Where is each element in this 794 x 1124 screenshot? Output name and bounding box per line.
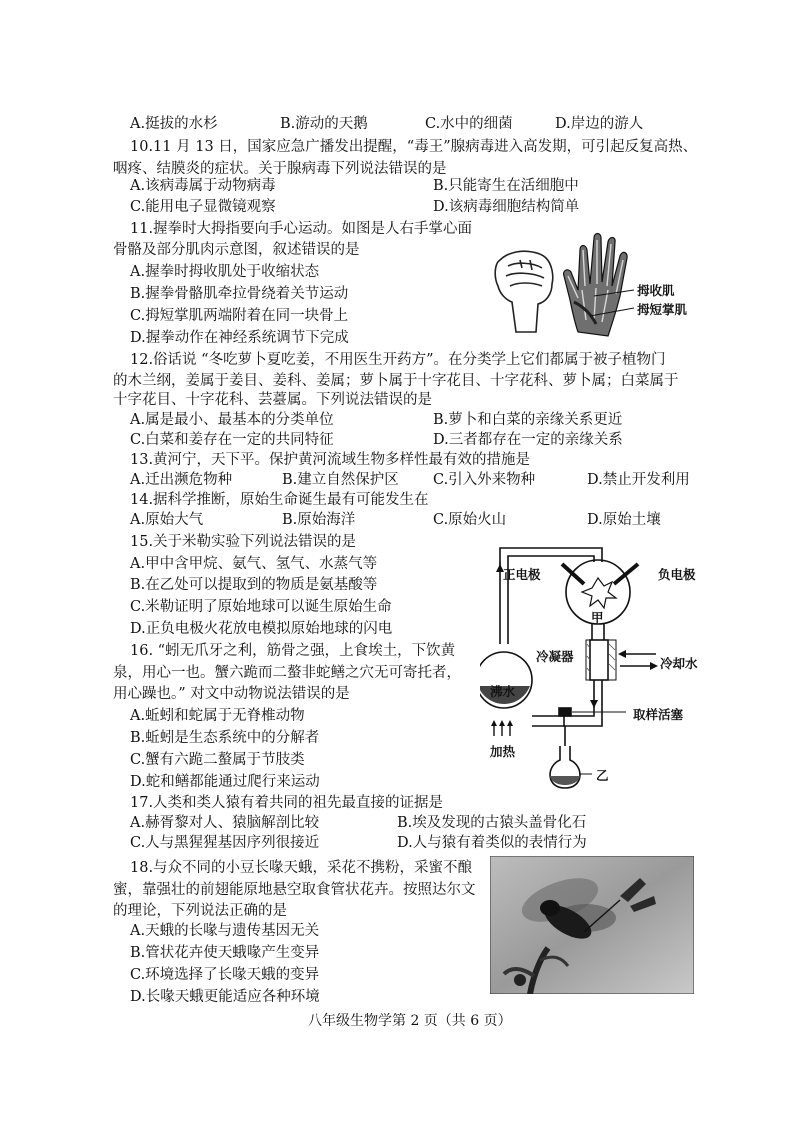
hawk-moth-photo — [490, 856, 694, 994]
q15-option-a: A.甲中含甲烷、氨气、氢气、水蒸气等 — [130, 556, 378, 572]
q11-option-d: D.握拳动作在神经系统调节下完成 — [130, 330, 349, 346]
q11-stem-line1: 11.握拳时大拇指要向手心运动。如图是人右手掌心面 — [130, 221, 473, 237]
q13-option-c: C.引入外来物种 — [433, 472, 536, 488]
q10-option-c: C.能用电子显微镜观察 — [130, 199, 276, 215]
label-heating: 加热 — [490, 744, 516, 759]
label-adductor-pollicis: 拇收肌 — [637, 283, 675, 298]
q11-stem-line2: 骨骼及部分肌肉示意图，叙述错误的是 — [113, 242, 360, 258]
label-positive-electrode: 正电极 — [503, 567, 541, 582]
q12-option-b: B.萝卜和白菜的亲缘关系更近 — [433, 412, 623, 428]
q17-stem: 17.人类和类人猿有着共同的祖先最直接的证据是 — [130, 795, 444, 811]
q16-stem-line3: 用心躁也。” 对文中动物说法错误的是 — [113, 686, 350, 702]
q16-option-a: A.蚯蚓和蛇属于无脊椎动物 — [130, 708, 305, 724]
label-boiling-water: 沸水 — [490, 684, 516, 699]
q17-option-b: B.埃及发现的古猿头盖骨化石 — [397, 815, 587, 831]
page-footer: 八年级生物学第 2 页（共 6 页） — [308, 1013, 512, 1029]
q16-option-c: C.蟹有六跪二螯属于节肢类 — [130, 752, 305, 768]
q17-option-c: C.人与黑猩猩基因序列很接近 — [130, 835, 320, 851]
q15-option-d: D.正负电极火花放电模拟原始地球的闪电 — [130, 621, 393, 637]
q18-stem-line3: 的理论，下列说法正确的是 — [113, 903, 287, 919]
q9-option-d: D.岸边的游人 — [555, 116, 644, 132]
label-condenser: 冷凝器 — [536, 649, 574, 664]
q18-option-b: B.管状花卉使天蛾喙产生变异 — [130, 945, 320, 961]
q12-stem-line1: 12.俗话说 “冬吃萝卜夏吃姜，不用医生开药方”。在分类学上它们都属于被子植物门 — [130, 352, 666, 368]
q10-stem-line2: 咽疼、结膜炎的症状。关于腺病毒下列说法错误的是 — [113, 161, 447, 177]
hawk-moth-image — [490, 856, 694, 994]
q14-stem: 14.据科学推断，原始生命诞生最有可能发生在 — [130, 492, 429, 508]
q18-option-a: A.天蛾的长喙与遗传基因无关 — [130, 923, 320, 939]
q16-option-d: D.蛇和鳝都能通过爬行来运动 — [130, 774, 320, 790]
q14-option-c: C.原始火山 — [433, 512, 507, 528]
q18-option-c: C.环境选择了长喙天蛾的变异 — [130, 967, 320, 983]
q12-stem-line2: 的木兰纲，姜属于姜目、姜科、姜属；萝卜属于十字花目、十字花科、萝卜属；白菜属于 — [113, 373, 679, 389]
q15-option-b: B.在乙处可以提取到的物质是氨基酸等 — [130, 577, 378, 593]
q18-stem-line2: 蜜，靠强壮的前翅能原地悬空取食管状花卉。按照达尔文 — [113, 882, 476, 898]
q14-option-b: B.原始海洋 — [282, 512, 356, 528]
q15-stem: 15.关于米勒实验下列说法错误的是 — [130, 534, 357, 550]
q9-option-a: A.挺拔的水杉 — [130, 116, 218, 132]
q11-option-b: B.握拳骨骼肌牵拉骨绕着关节运动 — [130, 286, 349, 302]
label-negative-electrode: 负电极 — [658, 567, 696, 582]
q13-option-a: A.迁出濒危物种 — [130, 472, 233, 488]
q16-option-b: B.蚯蚓是生态系统中的分解者 — [130, 730, 320, 746]
q10-option-a: A.该病毒属于动物病毒 — [130, 178, 276, 194]
q12-option-a: A.属是最小、最基本的分类单位 — [130, 412, 334, 428]
q11-option-a: A.握拳时拇收肌处于收缩状态 — [130, 264, 320, 280]
q16-stem-line1: 16. “蚓无爪牙之利，筋骨之强，上食埃土，下饮黄 — [130, 643, 456, 659]
q16-stem-line2: 泉，用心一也。蟹六跪而二螯非蛇鳝之穴无可寄托者， — [113, 665, 461, 681]
q14-option-a: A.原始大气 — [130, 512, 204, 528]
label-cooling-water: 冷却水 — [660, 656, 698, 671]
q13-option-b: B.建立自然保护区 — [282, 472, 399, 488]
q18-stem-line1: 18.与众不同的小豆长喙天蛾，采花不携粉，采蜜不酿 — [130, 860, 473, 876]
q18-option-d: D.长喙天蛾更能适应各种环境 — [130, 989, 320, 1005]
q10-stem-line1: 10.11 月 13 日，国家应急广播发出提醒，“毒王”腺病毒进入高发期，可引起反复高热、 — [130, 139, 698, 155]
q13-option-d: D.禁止开发利用 — [587, 472, 690, 488]
label-palmaris-brevis: 拇短掌肌 — [637, 302, 688, 317]
q11-option-c: C.拇短掌肌两端附着在同一块骨上 — [130, 308, 349, 324]
q10-option-b: B.只能寄生在活细胞中 — [433, 178, 579, 194]
q12-option-d: D.三者都存在一定的亲缘关系 — [433, 432, 623, 448]
label-flask-jia: 甲 — [591, 610, 604, 625]
q9-option-b: B.游动的天鹅 — [280, 116, 368, 132]
q15-option-c: C.米勒证明了原始地球可以诞生原始生命 — [130, 599, 392, 615]
q14-option-d: D.原始土壤 — [587, 512, 661, 528]
q13-stem: 13.黄河宁，天下平。保护黄河流域生物多样性最有效的措施是 — [130, 452, 531, 468]
q12-stem-line3: 十字花目、十字花科、芸薹属。下列说法错误的是 — [113, 392, 432, 408]
q12-option-c: C.白菜和姜存在一定的共同特征 — [130, 432, 334, 448]
q10-option-d: D.该病毒细胞结构简单 — [433, 199, 580, 215]
q17-option-a: A.赫胥黎对人、猿脑解剖比较 — [130, 815, 320, 831]
label-flask-yi: 乙 — [596, 768, 609, 783]
q17-option-d: D.人与猿有着类似的表情行为 — [397, 835, 587, 851]
label-sampling-valve: 取样活塞 — [633, 707, 684, 722]
q9-option-c: C.水中的细菌 — [425, 116, 513, 132]
